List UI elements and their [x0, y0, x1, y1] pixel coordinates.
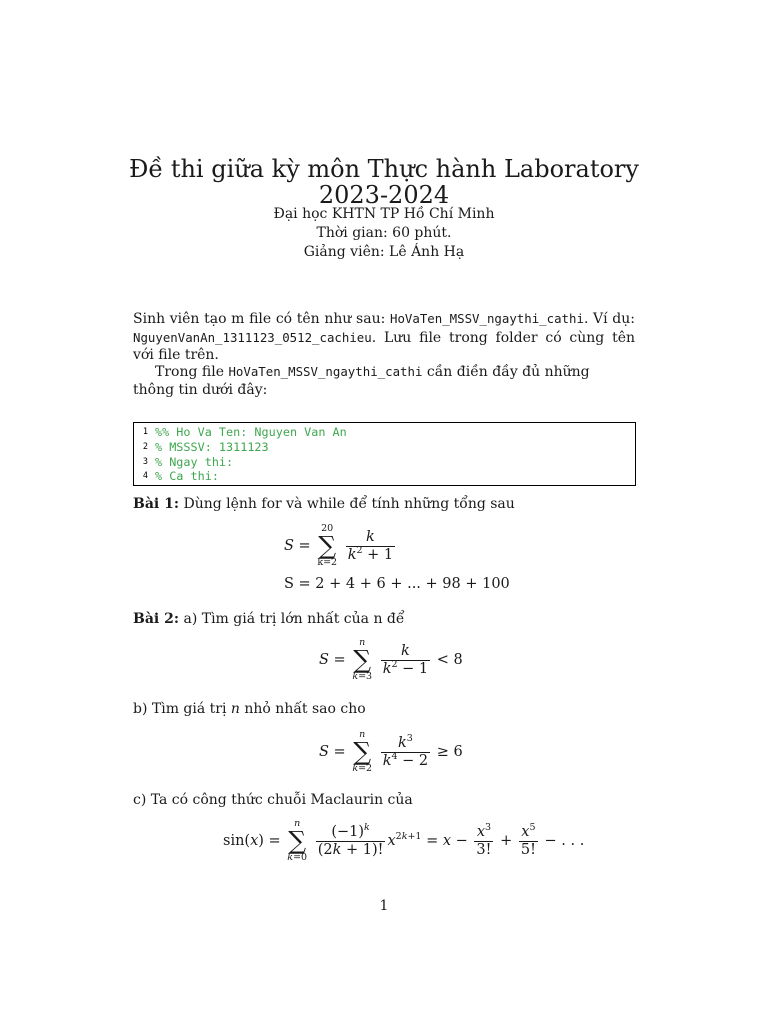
code-listing: [133, 422, 636, 486]
fraction: $\frac{x^3}{3!}$: [476, 821, 492, 858]
exercise-2c-text: c) Ta có công thức chuỗi Maclaurin của: [133, 792, 413, 808]
fraction: $\frac{(-1)^k}{(2k + 1)!}$: [317, 821, 384, 858]
code-text: % MSSSV: 1311123: [155, 440, 269, 454]
filename-example: NguyenVanAn_1311123_0512_cachieu: [133, 329, 372, 345]
exercise-2b-text: b) Tìm giá trị n nhỏ nhất sao cho: [133, 701, 366, 717]
equation-sum-1: S = 20 ∑ k=2 $\frac{k}{k^2 + 1}$: [284, 523, 394, 568]
lecturer: Giảng viên: Lê Ánh Hạ: [303, 244, 465, 260]
line-number: 2: [142, 442, 148, 452]
intro-paragraph-2: Trong file HoVaTen_MSSV_ngaythi_cathi cần điền đầy đủ những thông tin dưới đây:: [133, 364, 590, 398]
exam-time: Thời gian: 60 phút.: [316, 225, 452, 241]
document-title: Đề thi giữa kỳ môn Thực hành Laboratory: [129, 155, 639, 183]
summation-sign: 20 ∑ k=2: [317, 523, 338, 568]
equation-2b: S = n ∑ k=2 $\frac{k^3}{k^4 - 2}$ ≥ 6: [319, 729, 463, 774]
filename-pattern: HoVaTen_MSSV_ngaythi_cathi: [389, 311, 584, 326]
exercise-2-heading: Bài 2: a) Tìm giá trị lớn nhất của n để: [133, 611, 405, 627]
maclaurin-series-equation: sin(x) = n ∑ k=0 $\frac{(-1)^k}{(2k + 1)!}$ $x^{2k+1} = x$ − $\frac{x^3}{3!}$ + $\frac{x^5}{5!}$ − . . .: [223, 818, 585, 863]
fraction: $\frac{k^3}{k^4 - 2}$: [382, 732, 429, 769]
code-text: %% Ho Va Ten: Nguyen Van An: [155, 425, 347, 439]
fraction: $\frac{x^5}{5!}$: [520, 821, 536, 858]
line-number: 1: [142, 427, 148, 437]
fraction: $\frac{k}{k^2 - 1}$: [382, 642, 429, 677]
filename-pattern-2: HoVaTen_MSSV_ngaythi_cathi: [228, 364, 423, 379]
line-number: 3: [142, 457, 148, 467]
code-text: % Ngay thi:: [155, 455, 234, 469]
equation-2a: S = n ∑ k=3 $\frac{k}{k^2 - 1}$ < 8: [319, 637, 463, 682]
university: Đại học KHTN TP Hồ Chí Minh: [273, 206, 495, 222]
equation-sum-2: S = 2 + 4 + 6 + ... + 98 + 100: [284, 576, 510, 592]
intro-paragraph-1: Sinh viên tạo m file có tên như sau: HoVaTen_MSSV_ngaythi_cathi. Ví dụ: NguyenVanAn_1311123_0512_cachieu. Lưu file trong folder có cùng tên với file trên.: [133, 311, 635, 363]
code-text: % Ca thi:: [155, 469, 219, 483]
summation-sign: n ∑ k=2: [352, 729, 373, 774]
fraction: $\frac{k}{k^2 + 1}$: [347, 528, 394, 563]
page-number: 1: [379, 898, 389, 914]
exercise-1-heading: Bài 1: Dùng lệnh for và while để tính những tổng sau: [133, 496, 515, 512]
line-number: 4: [142, 471, 148, 481]
summation-sign: n ∑ k=3: [352, 637, 373, 682]
document-year: 2023-2024: [318, 181, 450, 209]
summation-sign: n ∑ k=0: [287, 818, 308, 863]
